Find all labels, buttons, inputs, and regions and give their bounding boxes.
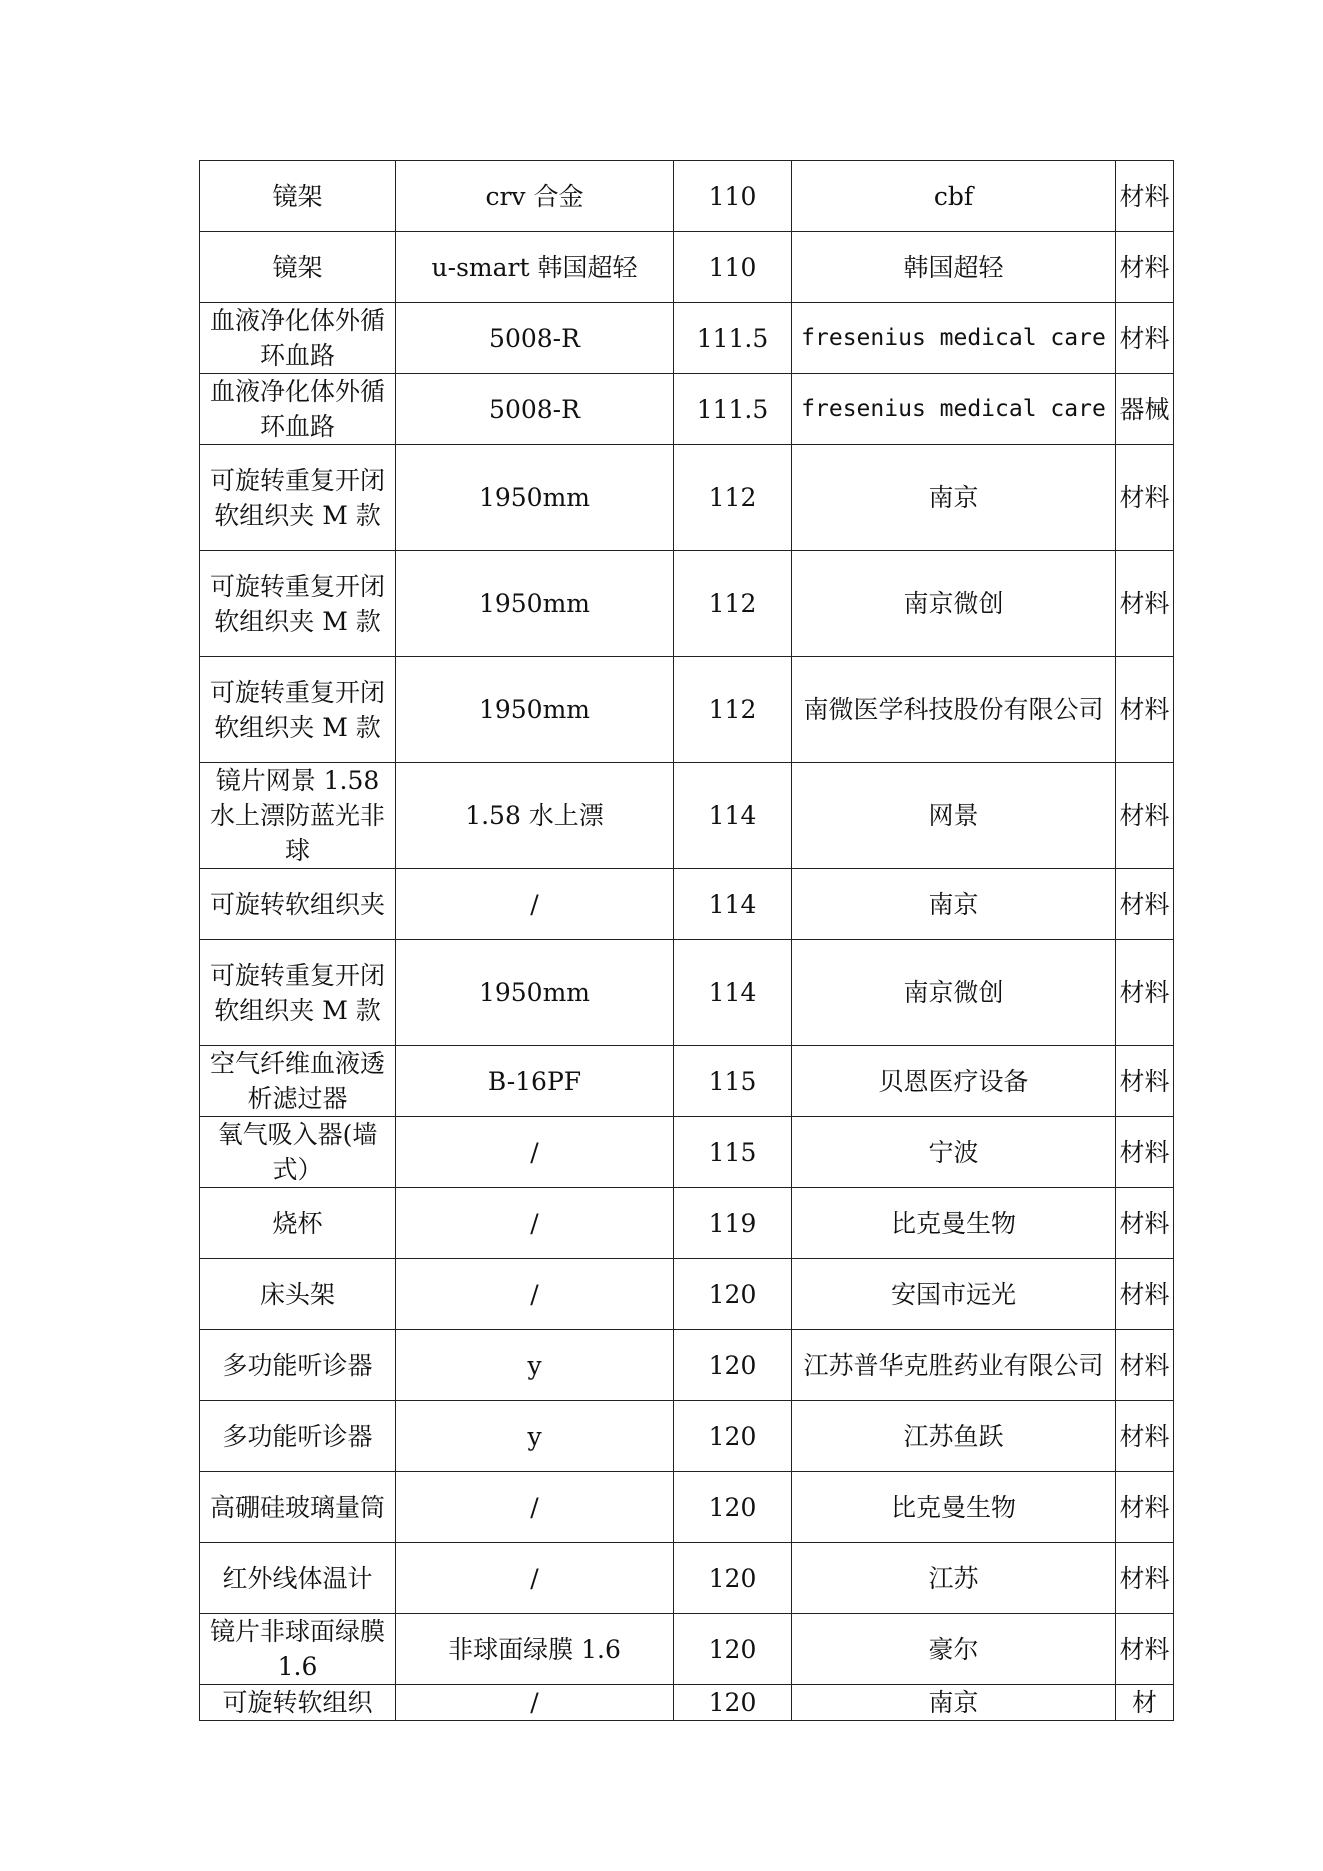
table-row — [200, 869, 1174, 940]
item-maker: 南京 — [792, 1685, 1116, 1721]
item-price: 120 — [674, 1614, 792, 1685]
product-table — [199, 160, 1174, 1721]
table-row — [200, 1046, 1174, 1117]
table-row — [200, 657, 1174, 763]
item-type: 材料 — [1116, 303, 1174, 374]
item-type: 材料 — [1116, 551, 1174, 657]
table-row — [200, 1188, 1174, 1259]
item-model: 5008-R — [396, 374, 674, 445]
table-row — [200, 1117, 1174, 1188]
item-name: 可旋转重复开闭软组织夹 M 款 — [200, 551, 396, 657]
item-maker: 网景 — [792, 763, 1116, 869]
item-price: 114 — [674, 940, 792, 1046]
item-price: 111.5 — [674, 374, 792, 445]
item-maker: 安国市远光 — [792, 1259, 1116, 1330]
item-price: 114 — [674, 869, 792, 940]
item-type: 材 — [1116, 1685, 1174, 1721]
item-price: 115 — [674, 1117, 792, 1188]
item-type: 材料 — [1116, 232, 1174, 303]
table-row — [200, 1259, 1174, 1330]
item-maker: 南京微创 — [792, 551, 1116, 657]
item-name: 氧气吸入器(墙式） — [200, 1117, 396, 1188]
item-model: y — [396, 1401, 674, 1472]
table-row — [200, 940, 1174, 1046]
item-type: 材料 — [1116, 1543, 1174, 1614]
item-type: 材料 — [1116, 1472, 1174, 1543]
item-model: crv 合金 — [396, 161, 674, 232]
table-row — [200, 374, 1174, 445]
item-name: 可旋转重复开闭软组织夹 M 款 — [200, 657, 396, 763]
item-name: 镜片非球面绿膜 1.6 — [200, 1614, 396, 1685]
item-model: 1950mm — [396, 551, 674, 657]
item-price: 112 — [674, 445, 792, 551]
item-name: 床头架 — [200, 1259, 396, 1330]
item-type: 材料 — [1116, 445, 1174, 551]
item-price: 115 — [674, 1046, 792, 1117]
table-row — [200, 1330, 1174, 1401]
item-maker: 南京 — [792, 445, 1116, 551]
table-row — [200, 1472, 1174, 1543]
item-maker: cbf — [792, 161, 1116, 232]
item-name: 可旋转重复开闭软组织夹 M 款 — [200, 445, 396, 551]
item-model: y — [396, 1330, 674, 1401]
item-model: B-16PF — [396, 1046, 674, 1117]
item-price: 112 — [674, 657, 792, 763]
table-row — [200, 1614, 1174, 1685]
item-type: 材料 — [1116, 1259, 1174, 1330]
item-maker: 南京 — [792, 869, 1116, 940]
item-name: 镜片网景 1.58 水上漂防蓝光非球 — [200, 763, 396, 869]
item-maker: 韩国超轻 — [792, 232, 1116, 303]
item-name: 烧杯 — [200, 1188, 396, 1259]
item-model: 1950mm — [396, 445, 674, 551]
item-price: 114 — [674, 763, 792, 869]
item-model: / — [396, 1259, 674, 1330]
item-name: 可旋转软组织夹 — [200, 869, 396, 940]
item-model: / — [396, 1543, 674, 1614]
item-price: 120 — [674, 1259, 792, 1330]
item-model: 5008-R — [396, 303, 674, 374]
item-type: 器械 — [1116, 374, 1174, 445]
item-maker: 江苏普华克胜药业有限公司 — [792, 1330, 1116, 1401]
item-name: 镜架 — [200, 232, 396, 303]
item-price: 120 — [674, 1401, 792, 1472]
item-type: 材料 — [1116, 869, 1174, 940]
item-model: 非球面绿膜 1.6 — [396, 1614, 674, 1685]
item-model: / — [396, 1117, 674, 1188]
item-model: 1950mm — [396, 657, 674, 763]
item-price: 120 — [674, 1685, 792, 1721]
item-name: 多功能听诊器 — [200, 1330, 396, 1401]
item-price: 120 — [674, 1472, 792, 1543]
table-row — [200, 445, 1174, 551]
item-model: / — [396, 1685, 674, 1721]
item-maker: 宁波 — [792, 1117, 1116, 1188]
item-maker: 比克曼生物 — [792, 1472, 1116, 1543]
item-type: 材料 — [1116, 657, 1174, 763]
item-name: 镜架 — [200, 161, 396, 232]
item-model: 1950mm — [396, 940, 674, 1046]
item-price: 110 — [674, 161, 792, 232]
item-maker: 南京微创 — [792, 940, 1116, 1046]
item-type: 材料 — [1116, 940, 1174, 1046]
item-model: / — [396, 1472, 674, 1543]
item-maker: 贝恩医疗设备 — [792, 1046, 1116, 1117]
item-maker: 豪尔 — [792, 1614, 1116, 1685]
item-type: 材料 — [1116, 1330, 1174, 1401]
table-row — [200, 1685, 1174, 1721]
table-row — [200, 763, 1174, 869]
item-name: 高硼硅玻璃量筒 — [200, 1472, 396, 1543]
item-price: 120 — [674, 1543, 792, 1614]
item-model: / — [396, 869, 674, 940]
item-type: 材料 — [1116, 1046, 1174, 1117]
item-price: 110 — [674, 232, 792, 303]
item-maker: 南微医学科技股份有限公司 — [792, 657, 1116, 763]
item-name: 空气纤维血液透析滤过器 — [200, 1046, 396, 1117]
item-name: 红外线体温计 — [200, 1543, 396, 1614]
item-model: 1.58 水上漂 — [396, 763, 674, 869]
table-row — [200, 551, 1174, 657]
table-row — [200, 1401, 1174, 1472]
item-model: / — [396, 1188, 674, 1259]
table-row — [200, 161, 1174, 232]
item-maker: 江苏鱼跃 — [792, 1401, 1116, 1472]
item-name: 可旋转重复开闭软组织夹 M 款 — [200, 940, 396, 1046]
table-row — [200, 1543, 1174, 1614]
item-type: 材料 — [1116, 161, 1174, 232]
item-type: 材料 — [1116, 1188, 1174, 1259]
item-type: 材料 — [1116, 1117, 1174, 1188]
item-maker: 江苏 — [792, 1543, 1116, 1614]
item-price: 120 — [674, 1330, 792, 1401]
item-name: 多功能听诊器 — [200, 1401, 396, 1472]
item-maker: fresenius medical care — [792, 303, 1116, 374]
item-model: u-smart 韩国超轻 — [396, 232, 674, 303]
item-price: 112 — [674, 551, 792, 657]
table-row — [200, 303, 1174, 374]
item-maker: 比克曼生物 — [792, 1188, 1116, 1259]
item-name: 血液净化体外循环血路 — [200, 303, 396, 374]
item-maker: fresenius medical care — [792, 374, 1116, 445]
item-price: 111.5 — [674, 303, 792, 374]
item-type: 材料 — [1116, 1401, 1174, 1472]
item-name: 血液净化体外循环血路 — [200, 374, 396, 445]
item-type: 材料 — [1116, 1614, 1174, 1685]
item-price: 119 — [674, 1188, 792, 1259]
table-row — [200, 232, 1174, 303]
item-name: 可旋转软组织 — [200, 1685, 396, 1721]
item-type: 材料 — [1116, 763, 1174, 869]
